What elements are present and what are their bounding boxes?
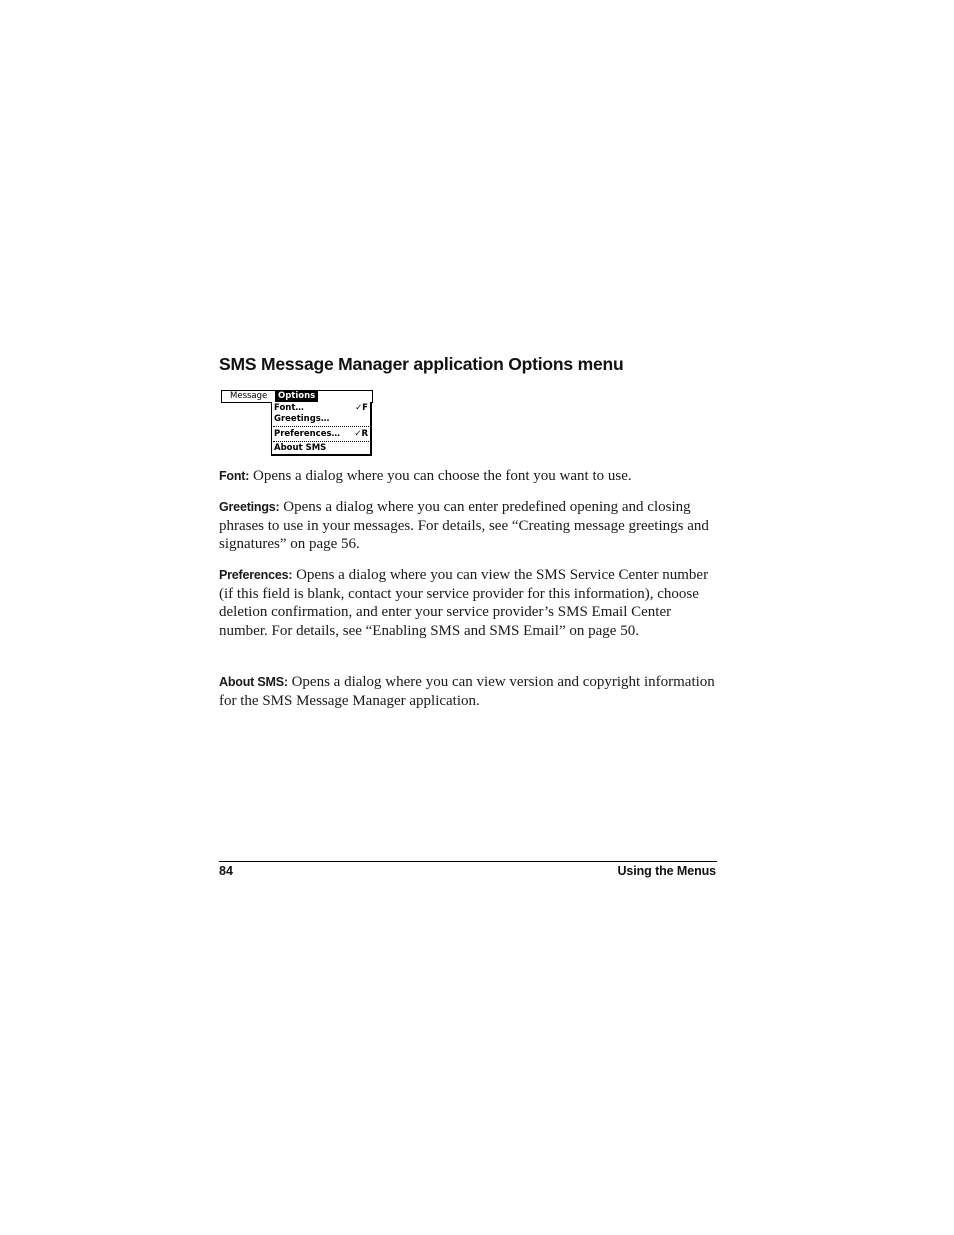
- entry-preferences-term: Preferences:: [219, 568, 293, 582]
- menu-item-about-sms-label: About SMS: [274, 443, 327, 453]
- menu-item-preferences: [274, 429, 368, 439]
- footer-divider: [219, 861, 717, 862]
- menu-item-preferences-shortcut: ✓R: [354, 429, 368, 439]
- menu-item-greetings: [274, 414, 368, 424]
- menu-title-options: Options: [275, 391, 318, 402]
- footer-page-number: 84: [219, 864, 233, 878]
- menu-separator: [273, 441, 369, 442]
- menu-title-message: Message: [230, 391, 268, 401]
- entry-preferences: [219, 566, 719, 641]
- entry-about-sms: [219, 673, 719, 710]
- options-menu-screenshot: [221, 390, 373, 457]
- menu-item-about-sms: [274, 443, 368, 453]
- entry-greetings-term: Greetings:: [219, 500, 280, 514]
- entry-about-sms-term: About SMS:: [219, 675, 288, 689]
- section-heading: SMS Message Manager application Options menu: [219, 354, 624, 374]
- entry-greetings: [219, 498, 719, 554]
- menu-item-font: [274, 403, 368, 413]
- entry-preferences-text: Opens a dialog where you can view the SMS Service Center number (if this field is blank, contact your service provider for this information), choose deletion confirmation, and enter your service provider’s SMS Email Center number. For details, see “Enabling SMS and SMS Email” on page 50.: [219, 567, 709, 640]
- menu-item-greetings-label: Greetings…: [274, 414, 330, 424]
- entry-greetings-text: Opens a dialog where you can enter predefined opening and closing phrases to use in your messages. For details, see “Creating message greetings and signatures” on page 56.: [219, 499, 709, 553]
- options-dropdown: [271, 402, 372, 456]
- entry-font-term: Font:: [219, 469, 250, 483]
- menu-item-font-shortcut: ✓F: [355, 403, 368, 413]
- menu-separator: [273, 426, 369, 427]
- menu-item-preferences-label: Preferences…: [274, 429, 341, 439]
- menu-item-font-label: Font…: [274, 403, 304, 413]
- entry-font: [219, 467, 719, 486]
- entry-font-text: Opens a dialog where you can choose the font you want to use.: [249, 468, 632, 484]
- entry-about-sms-text: Opens a dialog where you can view version and copyright information for the SMS Message Manager application.: [219, 674, 715, 709]
- footer-section-title: Using the Menus: [617, 864, 716, 878]
